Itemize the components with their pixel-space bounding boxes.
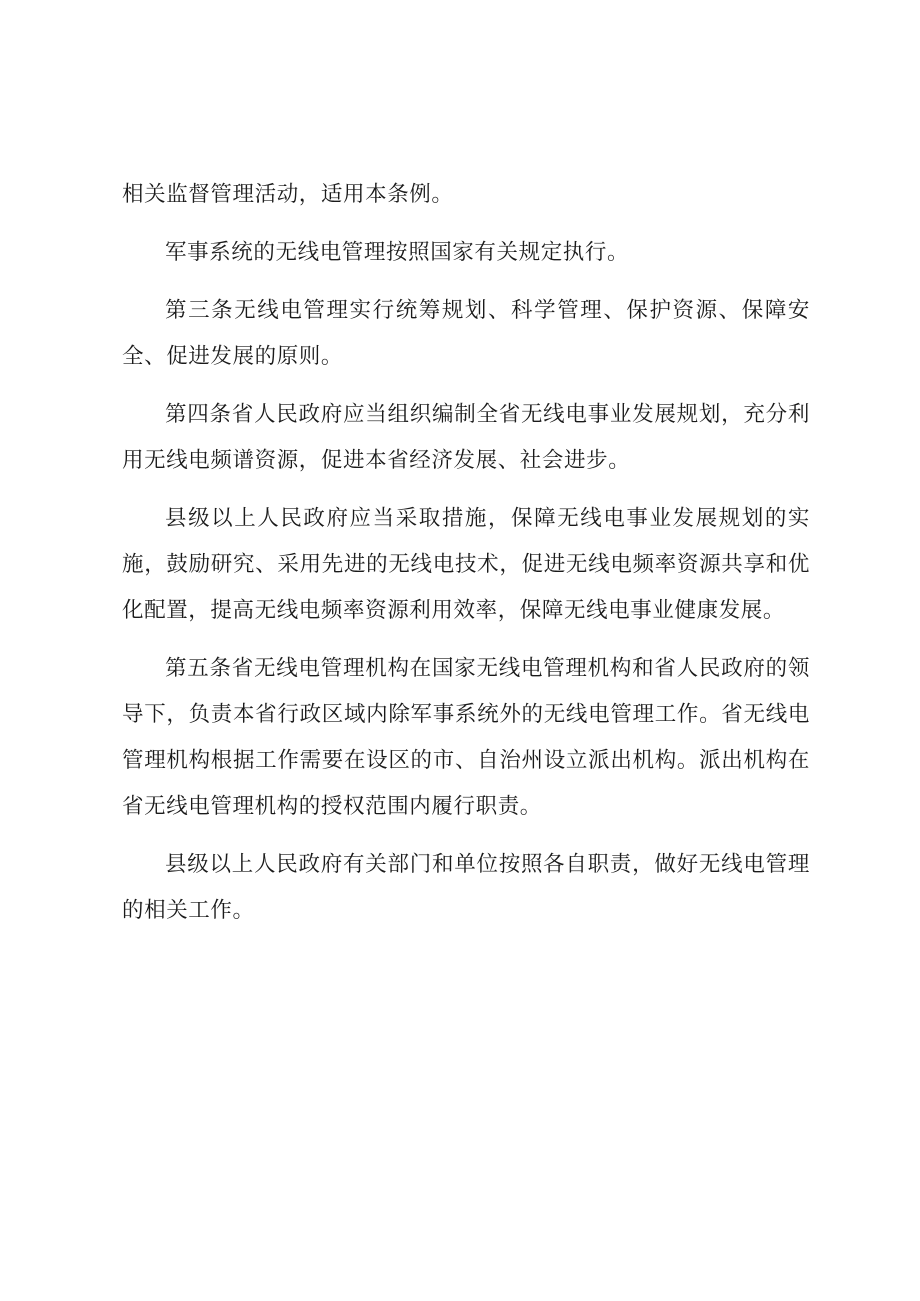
paragraph-article-3: 第三条无线电管理实行统筹规划、科学管理、保护资源、保障安全、促进发展的原则。 [122, 298, 810, 369]
paragraph-5: 县级以上人民政府应当采取措施，保障无线电事业发展规划的实施，鼓励研究、采用先进的无线电技术，促进无线电频率资源共享和优化配置，提高无线电频率资源利用效率，保障无线电事业健康发展。 [122, 506, 810, 623]
paragraph-7: 县级以上人民政府有关部门和单位按照各自职责，做好无线电管理的相关工作。 [122, 852, 810, 923]
paragraph-1: 相关监督管理活动，适用本条例。 [122, 182, 454, 207]
paragraph-article-5: 第五条省无线电管理机构在国家无线电管理机构和省人民政府的领导下，负责本省行政区域内除军事系统外的无线电管理工作。省无线电管理机构根据工作需要在设区的市、自治州设立派出机构。派出机构在省无线电管理机构的授权范围内履行职责。 [122, 656, 810, 819]
document-body [122, 172, 810, 946]
paragraph-2: 军事系统的无线电管理按照国家有关规定执行。 [165, 240, 630, 265]
paragraph-article-4: 第四条省人民政府应当组织编制全省无线电事业发展规划，充分利用无线电频谱资源，促进本省经济发展、社会进步。 [122, 402, 810, 473]
